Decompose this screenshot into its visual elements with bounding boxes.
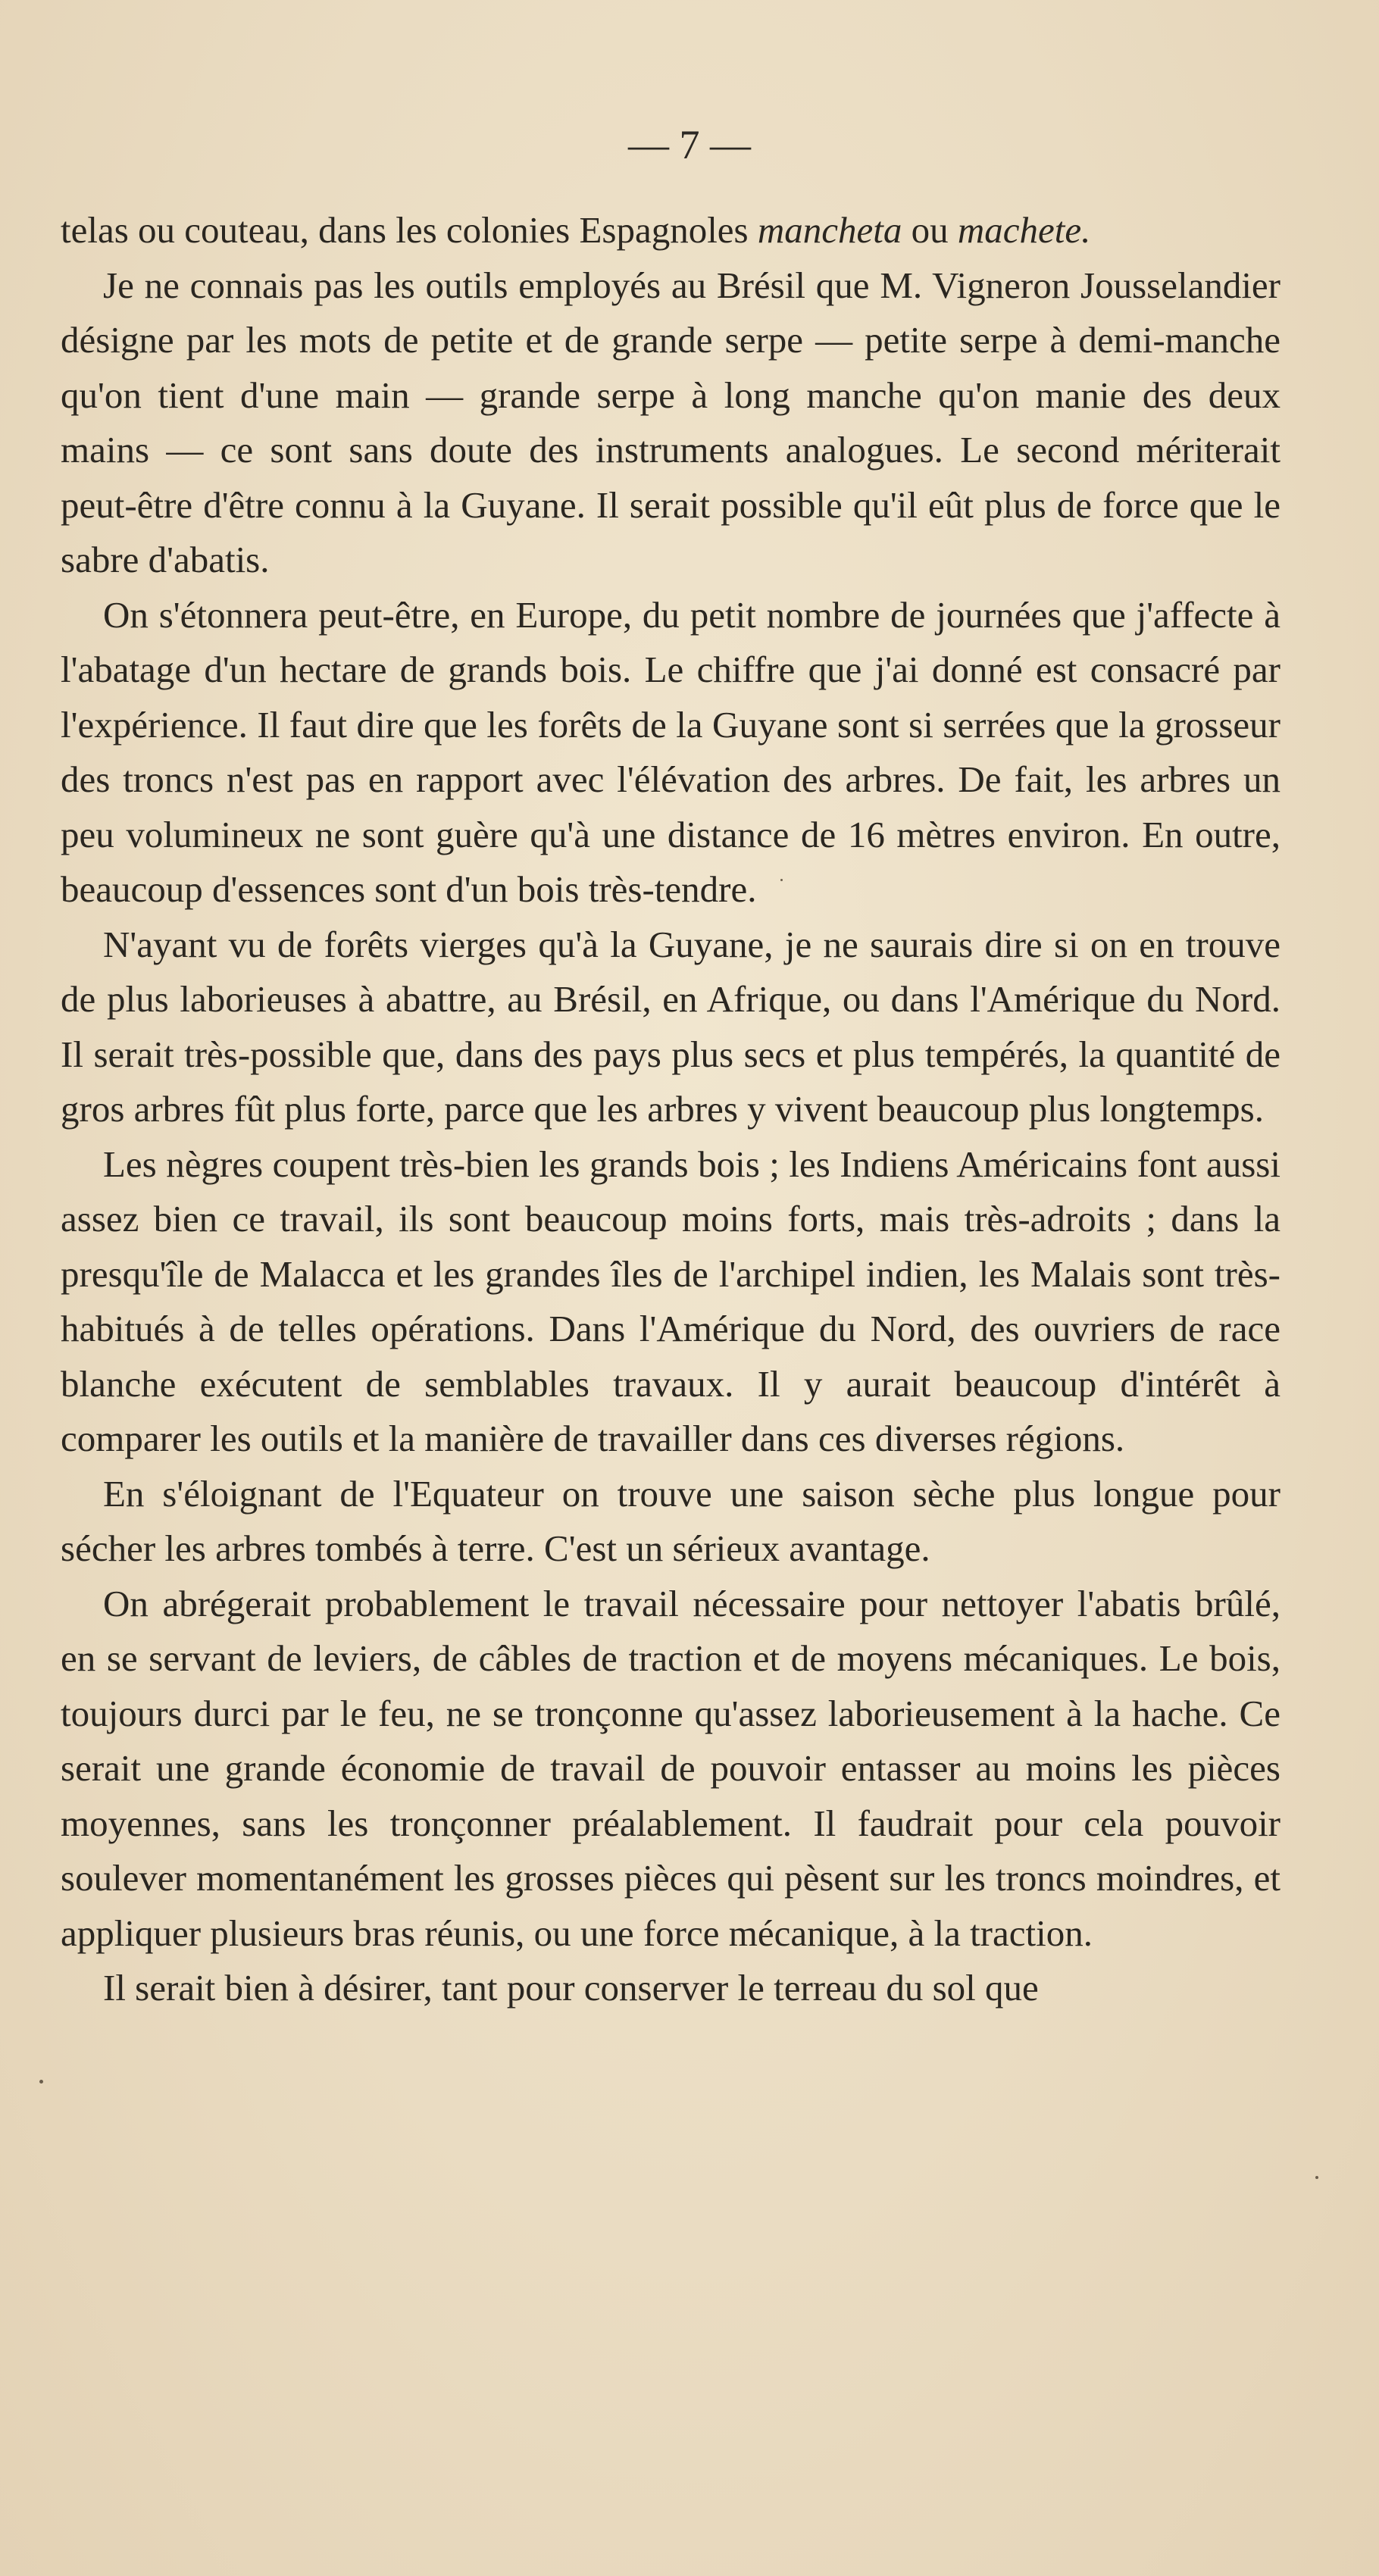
paragraph-1-text: telas ou couteau, dans les colonies Espagnoles <box>61 209 758 251</box>
paragraph-2: Je ne connais pas les outils employés au Brésil que M. Vigneron Jousselandier désigne par les mots de petite et de grande serpe — petite serpe à demi-manche qu'on tient d'une main — grande serpe à long manche qu'on manie des deux mains — ce sont sans doute des instruments analogues. Le second mériterait peut-être d'être connu à la Guyane. Il serait possible qu'il eût plus de force que le sabre d'abatis. <box>61 264 1280 580</box>
paragraph-6: En s'éloignant de l'Equateur on trouve une saison sèche plus longue pour sécher les arbres tombés à terre. C'est un sérieux avantage. <box>61 1472 1280 1569</box>
body-text <box>61 203 1280 2016</box>
paper-speck <box>780 879 783 881</box>
page-number: — 7 — <box>628 122 751 167</box>
paragraph-5: Les nègres coupent très-bien les grands bois ; les Indiens Américains font aussi assez bien ce travail, ils sont beaucoup moins forts, mais très-adroits ; dans la presqu'île de Malacca et les grandes îles de l'archipel indien, les Malais sont très-habitués à de telles opérations. Dans l'Amérique du Nord, des ouvriers de race blanche exécutent de semblables travaux. Il y aurait beaucoup d'intérêt à comparer les outils et la manière de travailler dans ces diverses régions. <box>61 1143 1280 1459</box>
paragraph-1-conjunction: ou <box>902 209 958 251</box>
paper-speck <box>1315 2176 1318 2179</box>
italic-term-machete: machete. <box>957 209 1091 251</box>
paragraph-7: On abrégerait probablement le travail nécessaire pour nettoyer l'abatis brûlé, en se servant de leviers, de câbles de traction et de moyens mécaniques. Le bois, toujours durci par le feu, ne se tronçonne qu'assez laborieusement à la hache. Ce serait une grande économie de travail de pouvoir entasser au moins les pièces moyennes, sans les tronçonner préalablement. Il faudrait pour cela pouvoir soulever momentanément les grosses pièces qui pèsent sur les troncs moindres, et appliquer plusieurs bras réunis, ou une force mécanique, à la traction. <box>61 1582 1280 1954</box>
italic-term-mancheta: mancheta <box>757 209 902 251</box>
paragraph-3: On s'étonnera peut-être, en Europe, du petit nombre de journées que j'affecte à l'abatage d'un hectare de grands bois. Le chiffre que j'ai donné est consacré par l'expérience. Il faut dire que les forêts de la Guyane sont si serrées que la grosseur des troncs n'est pas en rapport avec l'élévation des arbres. De fait, les arbres un peu volumineux ne sont guère qu'à une distance de 16 mètres environ. En outre, beaucoup d'essences sont d'un bois très-tendre. <box>61 593 1280 910</box>
paragraph-8: Il serait bien à désirer, tant pour conserver le terreau du sol que <box>103 1967 1039 2009</box>
paragraph-4: N'ayant vu de forêts vierges qu'à la Guyane, je ne saurais dire si on en trouve de plus laborieuses à abattre, au Brésil, en Afrique, ou dans l'Amérique du Nord. Il serait très-possible que, dans des pays plus secs et plus tempérés, la quantité de gros arbres fût plus forte, parce que les arbres y vivent beaucoup plus longtemps. <box>61 923 1280 1130</box>
paper-speck <box>39 2080 43 2084</box>
paragraph-1 <box>61 203 1280 258</box>
